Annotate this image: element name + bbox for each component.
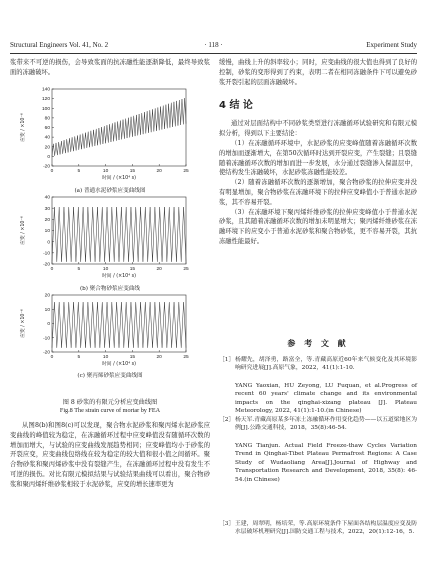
y-tick-label: 40 — [44, 195, 50, 201]
strain-series-line — [52, 207, 186, 262]
conclusion-1: （1）在冻融循环环境中，水泥砂浆的应变峰值随着冻融循环次数的增加而逐渐增大，在第50次循环时达到开裂应变，产生裂缝；且裂缝随着冻融循环次数的增加而进一步发展，水分通过裂缝渗入保温层中，使结构发生冻融破坏，水泥砂浆冻融性能较差。 — [219, 139, 417, 177]
x-axis-label: 时间 / (×10⁴ s) — [101, 274, 137, 279]
y-tick-label: -10 — [43, 251, 50, 257]
page-header — [10, 41, 417, 53]
journal-info: Structural Engineers Vol. 41, No. 2 — [10, 41, 109, 49]
y-tick-label: -20 — [43, 164, 50, 170]
y-tick-label: -10 — [43, 336, 50, 342]
x-tick-label: 20 — [156, 355, 162, 360]
x-tick-label: 5 — [77, 355, 81, 360]
y-tick-label: 80 — [44, 116, 50, 122]
y-tick-label: 120 — [41, 97, 50, 103]
subcaption-c: (c) 聚丙烯砂浆应变曲线图 — [77, 373, 143, 379]
section-label: Experiment Study — [366, 41, 417, 49]
left-intro — [10, 58, 210, 78]
x-tick-label: 20 — [156, 169, 162, 174]
conclusion-intro: 通过对层面结构中不同砂浆类型进行冻融循环试验研究和有限元模拟分析，得到以下主要结论： — [219, 120, 417, 138]
conclusion-3: （3）在冻融环境下聚丙烯纤维砂浆的拉伸应变峰值小于普通水泥砂浆，且其随着冻融循环次数的增加未明显增大；聚丙烯纤维砂浆在冻融环境下的应变小于普通水泥砂浆和聚合物砂浆，更不容易开裂，其抗冻融性能最好。 — [219, 208, 417, 245]
x-tick-label: 15 — [129, 169, 136, 174]
y-tick-label: 10 — [44, 307, 50, 313]
y-tick-label: 140 — [41, 87, 50, 93]
right-intro-text: 缓慢，曲线上升的斜率较小；同时，应变曲线的很大值也得到了良好的控制，砂浆的变形得到了约束，表明二者在相同冻融条件下可以避免砂浆开裂引起的层面冻融破坏。 — [219, 59, 417, 86]
right-column — [219, 58, 417, 247]
y-tick-label: 0 — [47, 154, 50, 160]
section-title: 4 结 论 — [219, 100, 253, 112]
y-tick-label: 20 — [44, 293, 50, 299]
left-intro-text: 浆带来不可逆的损伤，会导致浆面的抗冻融性能逐渐降低，最终导致浆面的冻融破坏。 — [10, 59, 210, 76]
y-axis-label: 应变 / ×10⁻⁶ — [21, 113, 26, 142]
chart-c — [10, 292, 210, 370]
reference-item: YANG Yaoxian, HU Zeyong, LU Fuquan, et al.Progress of recent 60 years' climate change and its environmental impacts on the qinghai-xizang plateau [J]. Plateau Meteorology, 2022, 41(1):1-10.(in Chinese) — [235, 383, 417, 415]
x-tick-label: 0 — [50, 355, 54, 360]
y-tick-label: -20 — [43, 350, 50, 356]
page-number: · 118 · — [204, 41, 223, 49]
y-tick-label: 0 — [47, 322, 50, 328]
figure-caption-cn: 图 8 砂浆的有限元分析应变曲线图 — [62, 399, 158, 406]
subcaption-b: (b) 聚合物砂浆应变曲线 — [79, 286, 141, 292]
y-tick-label: 0 — [47, 240, 50, 246]
y-tick-label: 30 — [44, 206, 50, 212]
y-tick-label: 60 — [44, 126, 50, 132]
figure-caption-en: Fig.8 The strain curve of mortar by FEA — [59, 407, 161, 414]
x-tick-label: 5 — [77, 169, 81, 174]
subcaption-a: (a) 普通水泥砂浆应变曲线图 — [74, 188, 146, 194]
y-tick-label: 20 — [44, 217, 50, 223]
reference-item: ［2］ 杨天军.青藏高原某多年冻土冻融循环作用变化趋势——以五道梁地区为例[J].公路交通科技，2018，35(8):46-54. — [219, 417, 417, 432]
x-tick-label: 20 — [156, 267, 162, 272]
x-tick-label: 25 — [183, 355, 189, 360]
x-tick-label: 10 — [102, 355, 109, 360]
plot-frame — [52, 89, 186, 166]
conclusion-2: （2）随着冻融循环次数的逐渐增加，聚合物砂浆的拉伸应变并没有明显增加，聚合物砂浆在冻融环境下的拉伸应变峰值小于普通水泥砂浆，其不容易开裂。 — [219, 179, 417, 206]
reference-item: ［1］ 杨耀先，胡泽勇，路富全，等.青藏高原近60年来气候变化及其环境影响研究进展[J].高原气象，2022，41(1):1-10. — [219, 357, 417, 372]
y-tick-label: 10 — [44, 229, 50, 235]
reference-item: YANG Tianjun. Actual Field Freeze-thaw Cycles Variation Trend in Qinghai-Tibet Plateau Permafrost Regions: A Case Study of Wudaoliang Area[J].Journal of Highway and Transportation Research and Development, 2018, 35(8): 46-54.(in Chinese) — [235, 443, 417, 483]
y-tick-label: 40 — [44, 135, 50, 141]
y-tick-label: 100 — [41, 106, 50, 112]
plot-frame — [52, 197, 186, 264]
y-axis-label: 应变 / ×10⁻⁶ — [21, 309, 26, 338]
x-tick-label: 15 — [129, 267, 136, 272]
chart-a — [10, 86, 210, 184]
strain-series-line — [52, 302, 186, 348]
left-paragraph-1: 从图8(b)和图8(c)可以发现，聚合物水泥砂浆和聚丙烯水泥砂浆应变曲线的峰值较为稳定，在冻融循环过程中应变峰值没有随循环次数的增加而增大，与试验的应变曲线发展趋势相同；应变峰值均小于砂浆的开裂应变，应变曲线包络线在较为稳定的较大值和很小值之间循环。聚合物砂浆和聚丙烯砂浆中没有裂缝产生，在冻融循环过程中没有发生不可逆的损伤。对比有限元模拟结果与试验结果曲线可以看出，聚合物砂浆和聚丙烯纤维砂浆相较于水泥砂浆，应变的增长速率更为 — [10, 422, 210, 488]
left-body — [10, 421, 210, 490]
figure-8 — [10, 86, 210, 391]
header-rule — [10, 53, 417, 54]
y-tick-label: -20 — [43, 262, 50, 268]
x-tick-label: 10 — [102, 267, 109, 272]
x-tick-label: 15 — [129, 355, 136, 360]
y-axis-label: 应变 / ×10⁻⁶ — [21, 216, 26, 245]
x-tick-label: 0 — [50, 267, 54, 272]
references-title: 参 考 文 献 — [287, 339, 349, 348]
x-tick-label: 5 — [77, 267, 81, 272]
reference-item: ［3］ 王建，周翠明，杨培荣，等.高原环境条件下屋面各结构层温度应变及防水层破坏机理研究[J].国防交通工程与技术，2022，20(1):12-16，5. — [219, 521, 417, 536]
x-axis-label: 时间 / (×10⁴ s) — [101, 362, 137, 367]
x-tick-label: 25 — [183, 169, 189, 174]
strain-series-line — [52, 98, 186, 156]
x-tick-label: 0 — [50, 169, 54, 174]
x-tick-label: 25 — [183, 267, 189, 272]
x-tick-label: 10 — [102, 169, 109, 174]
y-tick-label: 20 — [44, 145, 50, 151]
chart-b — [10, 194, 210, 282]
x-axis-label: 时间 / (×10⁴ s) — [101, 176, 137, 181]
